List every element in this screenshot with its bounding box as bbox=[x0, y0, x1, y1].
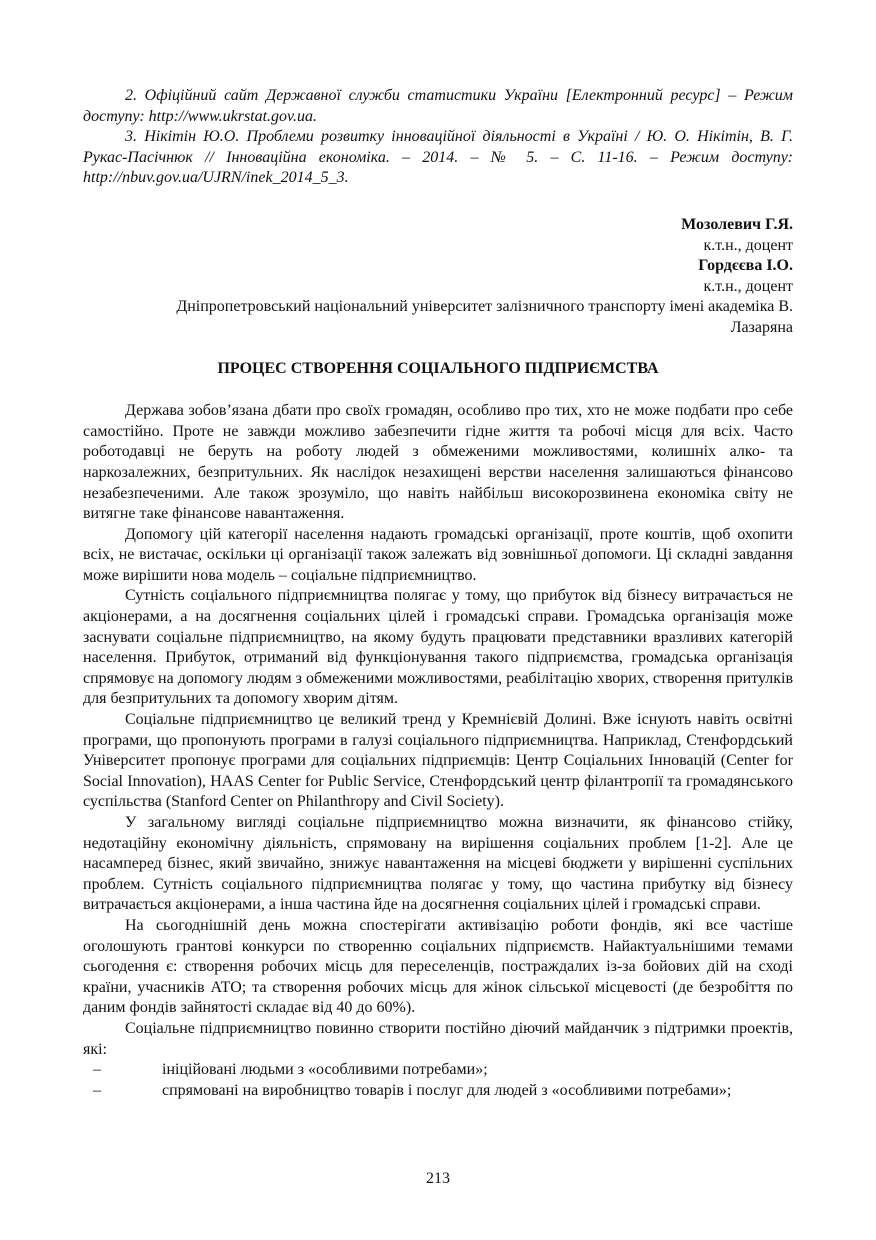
article-title: ПРОЦЕС СТВОРЕННЯ СОЦІАЛЬНОГО ПІДПРИЄМСТВА bbox=[217, 359, 659, 377]
author-degree: к.т.н., доцент bbox=[703, 277, 793, 295]
reference-2: 2. Офіційний сайт Державної служби статистики України [Електронний ресурс] – Режим доступу: http://www.ukrstat.gov.ua. bbox=[83, 87, 793, 125]
document-page bbox=[83, 86, 793, 1101]
paragraph: Соціальне підприємництво повинно створити постійно діючий майданчик з підтримки проектів, які: bbox=[83, 1019, 793, 1058]
paragraph: Держава зобов’язана дбати про своїх громадян, особливо про тих, хто не може подбати про себе самостійно. Проте не завжди можливо забезпечити гідне життя та робочі місця для всіх. Часто роботодавці не беруть на роботу людей з обмеженими можливостями, колишніх алко- та наркозалежних, безпритульних. Як наслідок незахищені верстви населення залишаються фінансово незабезпеченими. Але також зрозуміло, що навіть найбільш високорозвинена економіка світу не витягне таке фінансове навантаження. bbox=[83, 402, 793, 523]
list-item bbox=[83, 1060, 793, 1081]
affiliation: Дніпропетровський національний університет залізничного транспорту імені академіка В. Лазаряна bbox=[176, 298, 793, 336]
paragraph: У загальному вигляді соціальне підприємництво можна визначити, як фінансово стійку, недотаційну економічну діяльність, спрямовану на вирішення соціальних проблем [1-2]. Але це насамперед бізнес, який звичайно, знижує навантаження на місцеві бюджети у вирішенні суспільних проблем. Сутність соціального підприємництва полягає у тому, що частина прибутку від бізнесу витрачається акціонерами, а інша частина йде на досягнення соціальних цілей і громадські справи. bbox=[83, 814, 793, 914]
reference-3: 3. Нікітін Ю.О. Проблеми розвитку інноваційної діяльності в Україні / Ю. О. Нікітін, В. Г. Рукас-Пасічнюк // Інноваційна економіка. – 2014. – № 5. – С. 11-16. – Режим доступу: http://nbuv.gov.ua/UJRN/inek_2014_5_3. bbox=[83, 128, 793, 187]
author-degree: к.т.н., доцент bbox=[703, 236, 793, 254]
author-block bbox=[83, 215, 793, 339]
list-item bbox=[83, 1081, 793, 1102]
paragraph: Соціальне підприємництво це великий тренд у Кремнієвій Долині. Вже існують навіть освітні програми, що пропонують програми в галузі соціального підприємництва. Наприклад, Стенфордський Університет пропонує програми для соціальних підприємців: Центр Соціальних Інновацій (Center for Social Innovation), HAAS Center for Public Service, Стенфордський центр філантропії та громадянського суспільства (Stanford Center on Philanthropy and Civil Society). bbox=[83, 711, 793, 811]
page-number: 213 bbox=[426, 1170, 450, 1187]
list-item-text: спрямовані на виробництво товарів і послуг для людей з «особливими потребами»; bbox=[162, 1081, 732, 1099]
author-name: Гордєєва І.О. bbox=[698, 257, 793, 275]
paragraph: Допомогу цій категорії населення надають громадські організації, проте коштів, щоб охопити всіх, не вистачає, оскільки ці організації також залежать від зовнішньої допомоги. Ці складні завдання може вирішити нова модель – соціальне підприємництво. bbox=[83, 525, 793, 584]
paragraph: На сьогоднішній день можна спостерігати активізацію роботи фондів, які все частіше оголошують грантові конкурси по створенню соціальних підприємств. Найактуальнішими темами сьогодення є: створення робочих місць для переселенців, постраждалих із-за бойових дій на сході країни, учасників АТО; та створення робочих місць для жінок сільської місцевості (де безробіття по даним фондів зайнятості складає від 40 до 60%). bbox=[83, 916, 793, 1017]
list-marker: – bbox=[93, 1081, 101, 1099]
author-name: Мозолевич Г.Я. bbox=[681, 215, 793, 233]
list-marker: – bbox=[93, 1061, 101, 1079]
paragraph: Сутність соціального підприємництва полягає у тому, що прибуток від бізнесу витрачається не акціонерами, а на досягнення соціальних цілей і громадські справи. Громадська організація може заснувати соціальне підприємництво, на якому будуть працювати представники вразливих категорій населення. Прибуток, отриманий від функціонування такого підприємства, громадська організація спрямовує на допомогу людям з обмеженими можливостями, реабілітацію хворих, створення притулків для безпритульних та допомогу хворим дітям. bbox=[83, 587, 793, 708]
list-item-text: ініційовані людьми з «особливими потребами»; bbox=[162, 1061, 488, 1079]
